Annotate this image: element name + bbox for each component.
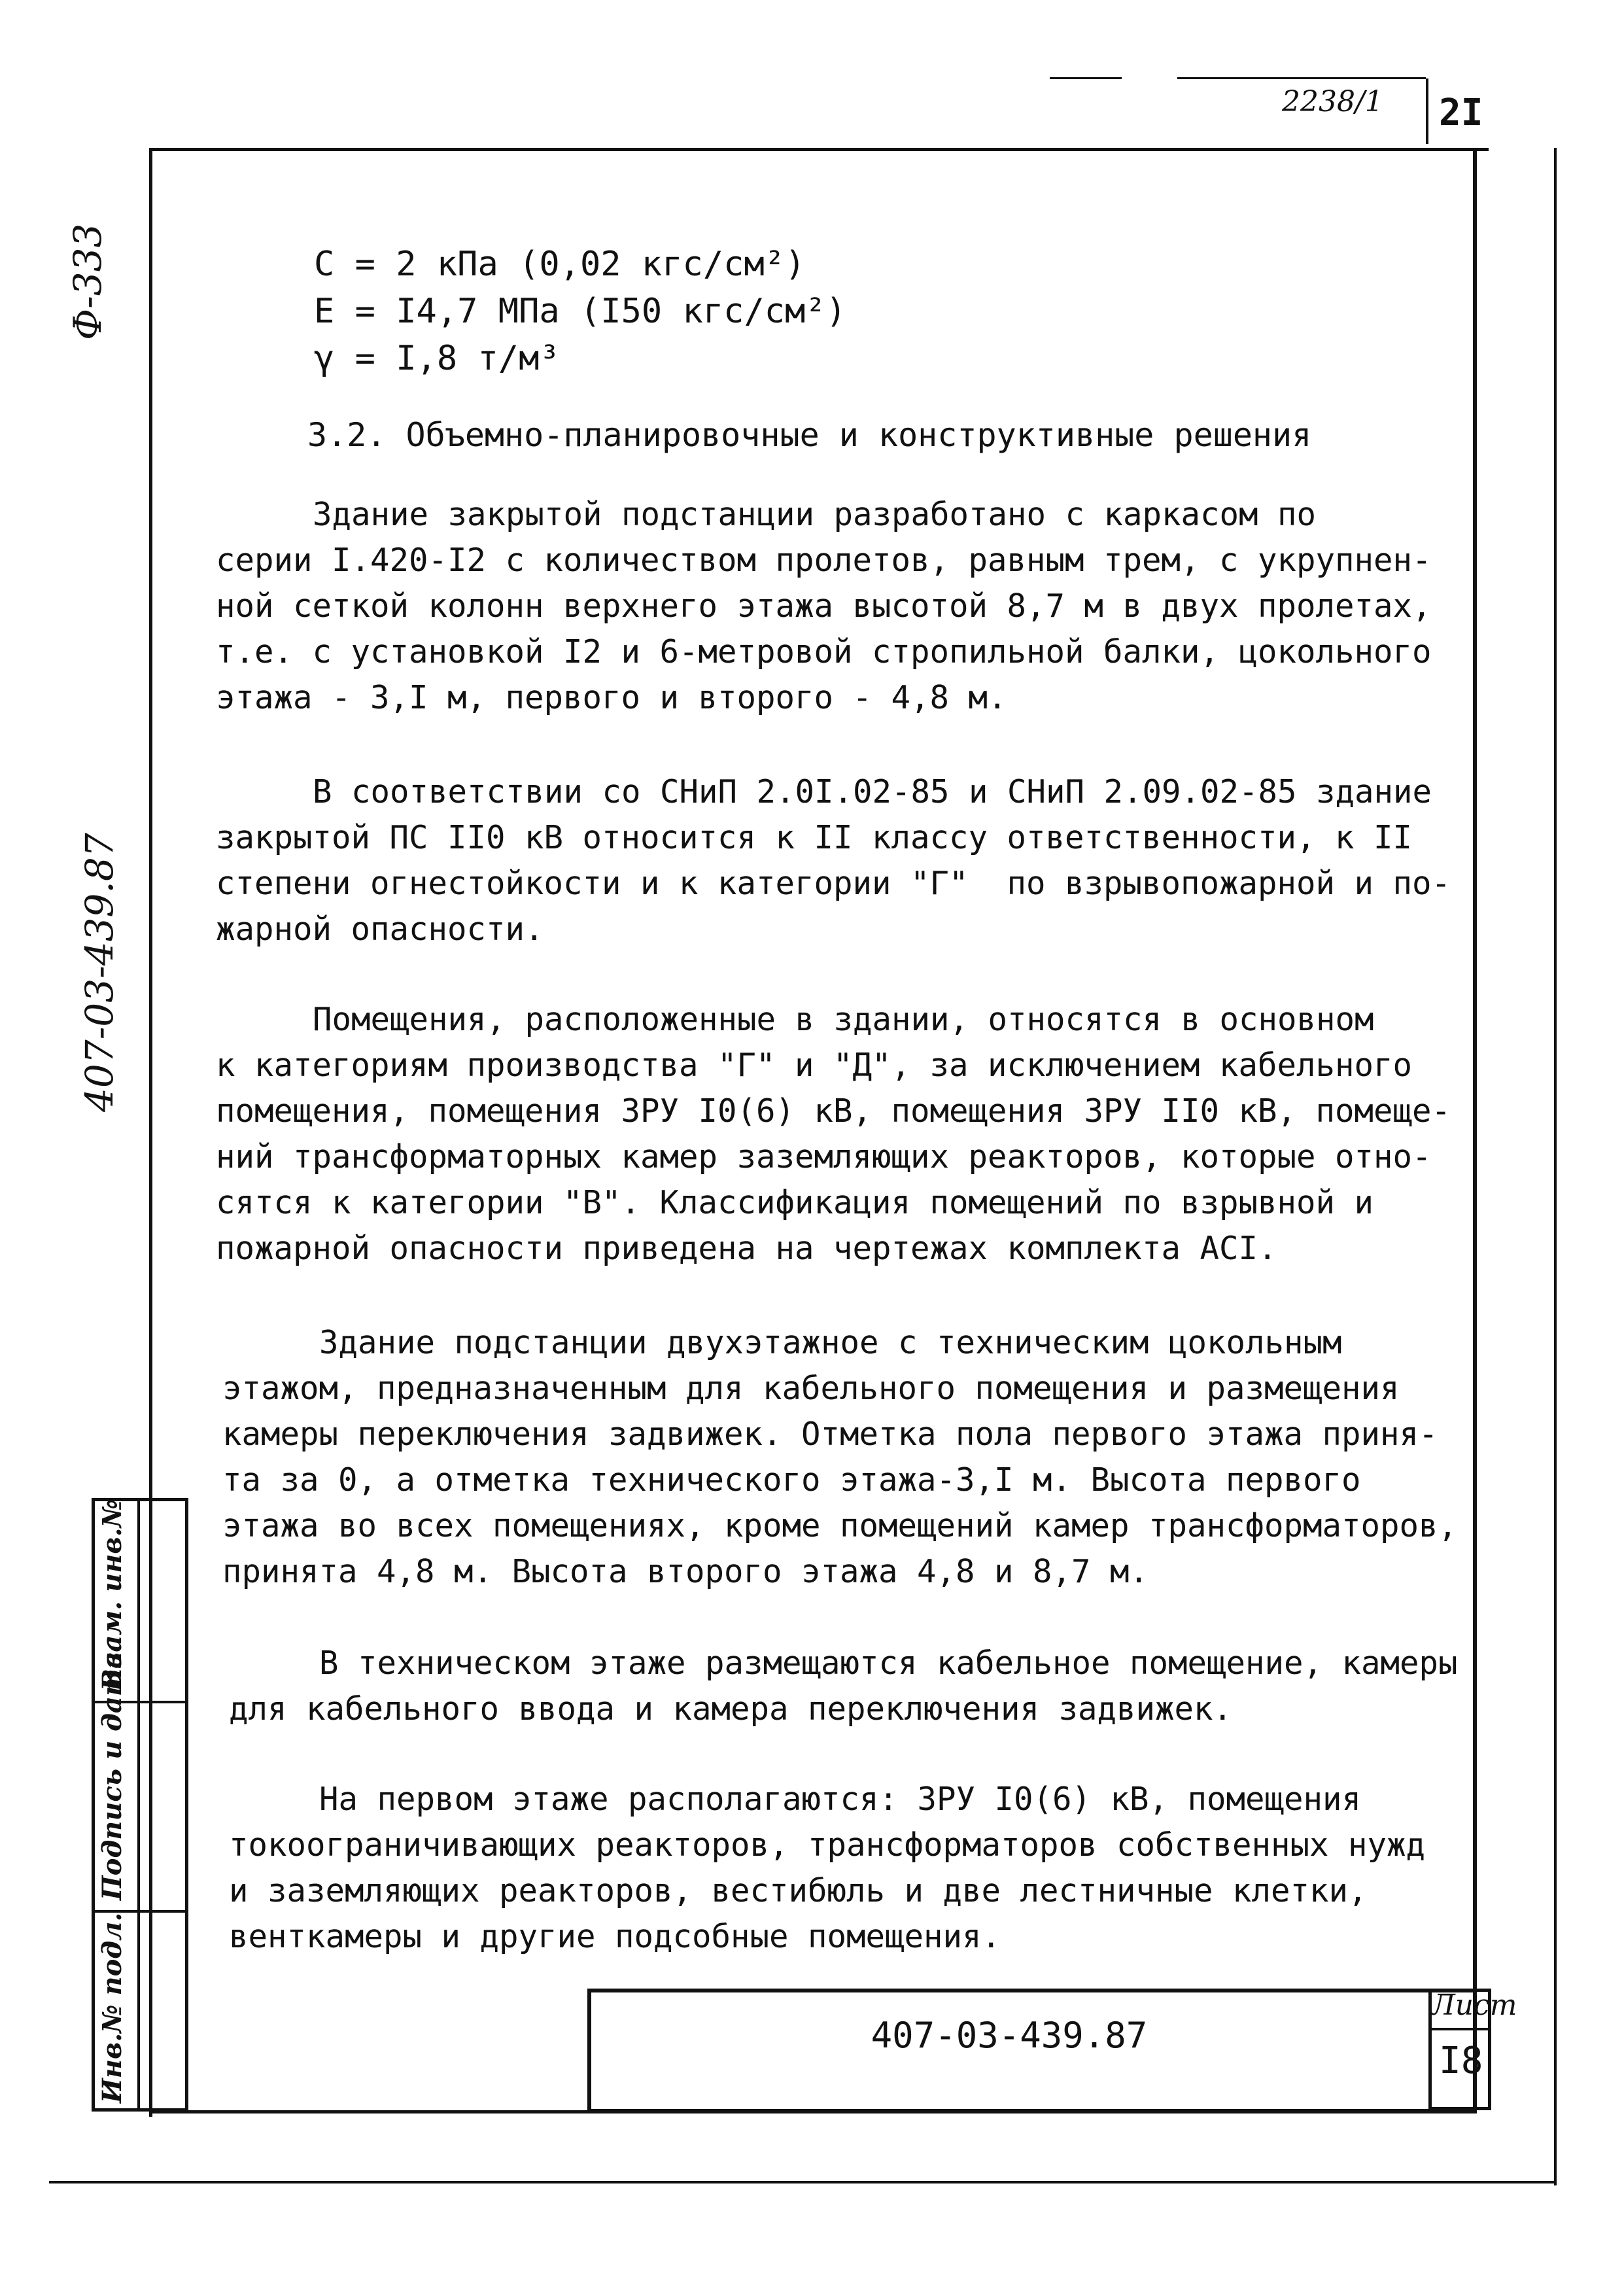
title-block-document-code: 407-03-439.87 [871, 2015, 1148, 2056]
text-line: закрытой ПС II0 кВ относится к II классу ответственности, к II [216, 819, 1413, 856]
formula-cohesion: C = 2 кПа (0,02 кгс/см²) [314, 245, 806, 284]
text-line: Здание закрытой подстанции разработано с каркасом по [313, 496, 1317, 533]
formula-modulus: E = I4,7 МПа (I50 кгс/см²) [314, 292, 846, 331]
text-line: В соответствии со СНиП 2.0I.02-85 и СНиП 2.09.02-85 здание [313, 773, 1432, 810]
text-line: и заземляющих реакторов, вестибюль и две лестничные клетки, [229, 1872, 1368, 1909]
frame-outer-right-border [1554, 148, 1557, 2185]
section-heading: 3.2. Объемно-планировочные и конструктивные решения [307, 416, 1312, 454]
text-line: помещения, помещения ЗРУ I0(6) кВ, помещения ЗРУ II0 кВ, помеще- [216, 1092, 1451, 1130]
margin-document-code: 407-03-439.87 [77, 833, 122, 1112]
text-line: Помещения, расположенные в здании, относятся в основном [313, 1001, 1374, 1038]
text-line: т.е. с установкой I2 и 6-метровой стропильной балки, цокольного [216, 633, 1432, 670]
frame-top-border [149, 148, 1489, 151]
text-line: этажом, предназначенным для кабельного помещения и размещения [222, 1370, 1400, 1407]
text-line: степени огнестойкости и к категории "Г" по взрывопожарной и по- [216, 865, 1451, 902]
top-sheet-number: 2I [1439, 92, 1483, 134]
stamp-label-inventory: Инв.№ подл. [97, 1912, 128, 2103]
top-dash-line [1050, 77, 1122, 79]
text-line: принята 4,8 м. Высота второго этажа 4,8 и 8,7 м. [222, 1553, 1149, 1590]
text-line: токоограничивающих реакторов, трансформаторов собственных нужд [229, 1826, 1426, 1864]
handwritten-note: 2238/1 [1282, 85, 1383, 118]
page-bottom-line [49, 2181, 1557, 2183]
text-line: камеры переключения задвижек. Отметка пола первого этажа приня- [222, 1416, 1438, 1453]
stamp-label-replacement: Взам. инв.№ [97, 1499, 128, 1691]
text-line: жарной опасности. [216, 911, 544, 948]
text-line: для кабельного ввода и камера переключения задвижек. [229, 1690, 1233, 1728]
sheet-cell-divider [1428, 2028, 1491, 2030]
text-line: серии I.420-I2 с количеством пролетов, равным трем, с укрупнен- [216, 542, 1432, 579]
frame-right-border [1473, 148, 1477, 2110]
text-line: ной сеткой колонн верхнего этажа высотой 8,7 м в двух пролетах, [216, 587, 1432, 625]
text-line: сятся к категории "В". Классификация помещений по взрывной и [216, 1184, 1374, 1221]
sheet-number-divider [1426, 78, 1428, 144]
text-line: В техническом этаже размещаются кабельное помещение, камеры [319, 1644, 1458, 1682]
text-line: к категориям производства "Г" и "Д", за исключением кабельного [216, 1047, 1413, 1084]
sheet-label: Лист [1431, 1989, 1517, 2022]
sheet-number: I8 [1439, 2040, 1483, 2082]
top-dash-line [1177, 77, 1426, 79]
text-line: Здание подстанции двухэтажное с техническим цокольным [319, 1324, 1342, 1361]
stamp-label-signature-date: Подпись и дата [97, 1651, 128, 1900]
text-line: ний трансформаторных камер заземляющих реакторов, которые отно- [216, 1138, 1432, 1175]
text-line: этажа - 3,I м, первого и второго - 4,8 м. [216, 679, 1007, 716]
text-line: венткамеры и другие подсобные помещения. [229, 1918, 1001, 1955]
text-line: этажа во всех помещениях, кроме помещений камер трансформаторов, [222, 1507, 1458, 1544]
text-line: та за 0, а отметка технического этажа-3,I м. Высота первого [222, 1461, 1361, 1499]
text-line: пожарной опасности приведена на чертежах комплекта АСI. [216, 1230, 1277, 1267]
formula-density: γ = I,8 т/м³ [314, 339, 560, 378]
form-code: Ф-333 [65, 223, 110, 340]
text-line: На первом этаже располагаются: ЗРУ I0(6) кВ, помещения [319, 1781, 1362, 1818]
stamp-divider [137, 1498, 140, 2112]
